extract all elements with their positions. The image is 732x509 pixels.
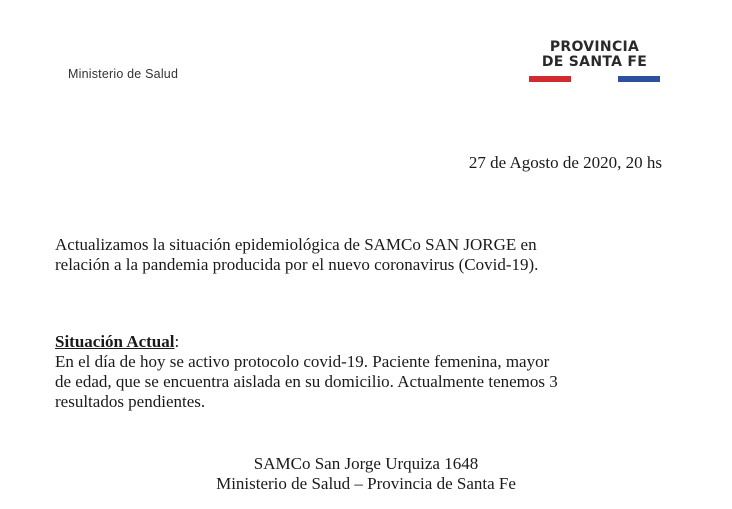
situation-line: resultados pendientes. (55, 392, 206, 411)
ministry-label: Ministerio de Salud (68, 67, 179, 81)
situation-line: En el día de hoy se activo protocolo covid-19. Paciente femenina, mayor (55, 352, 550, 371)
situation-section (55, 332, 675, 412)
logo-line-1: PROVINCIA (549, 39, 640, 55)
intro-line: relación a la pandemia producida por el nuevo coronavirus (Covid-19). (55, 255, 539, 274)
situation-colon: : (174, 332, 180, 351)
footer (0, 454, 732, 494)
situation-title: Situación Actual (55, 332, 175, 351)
footer-ministry: Ministerio de Salud – Provincia de Santa Fe (216, 474, 516, 493)
province-logo (527, 40, 662, 82)
footer-address: SAMCo San Jorge Urquiza 1648 (253, 454, 479, 473)
situation-line: de edad, que se encuentra aislada en su domicilio. Actualmente tenemos 3 (55, 372, 558, 391)
situation-heading (55, 332, 675, 352)
logo-blue-bar (618, 76, 660, 82)
document-date: 27 de Agosto de 2020, 20 hs (468, 153, 662, 172)
logo-bars (527, 76, 662, 82)
logo-line-2: DE SANTA FE (541, 54, 648, 70)
logo-red-bar (529, 76, 571, 82)
intro-paragraph (55, 235, 675, 275)
intro-line: Actualizamos la situación epidemiológica de SAMCo SAN JORGE en (55, 235, 537, 254)
